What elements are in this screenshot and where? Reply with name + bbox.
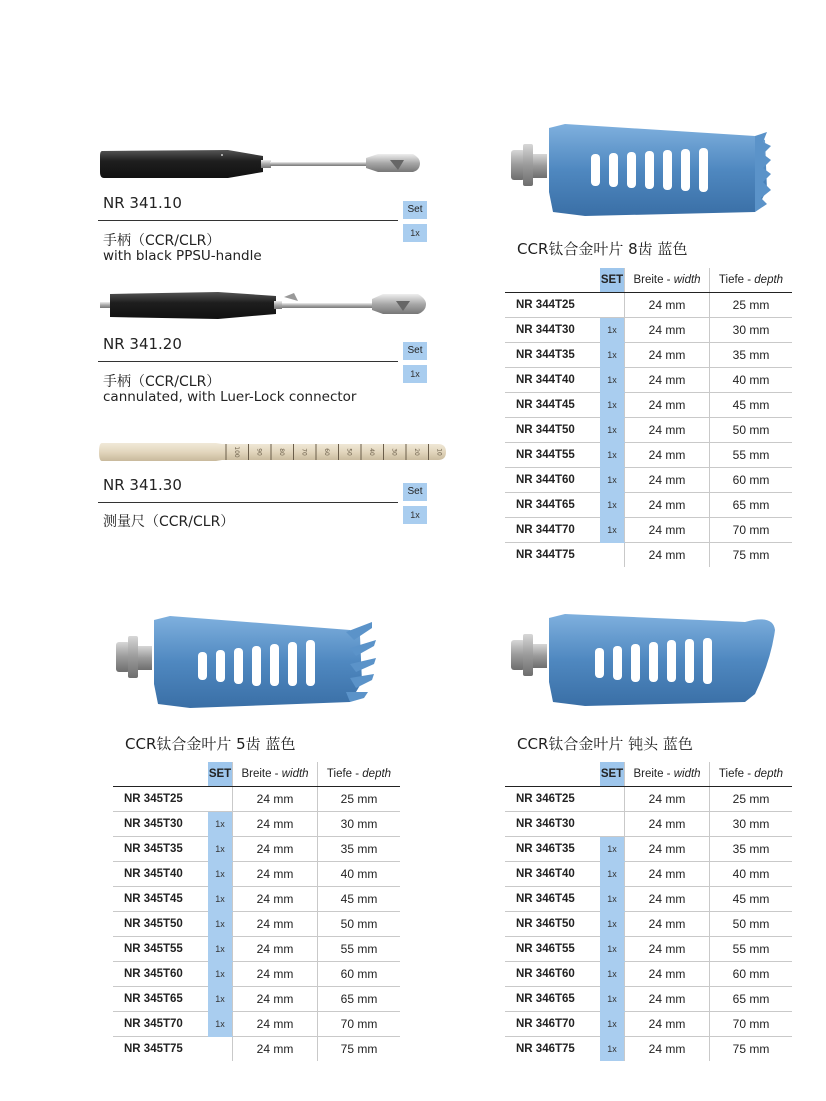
row-width: 24 mm	[233, 1037, 318, 1062]
row-set-quantity	[208, 1037, 233, 1062]
measuring-gauge-image	[98, 436, 448, 470]
row-code: NR 345T55	[113, 937, 208, 962]
table-title: CCR钛合金叶片 钝头 蓝色	[517, 735, 693, 753]
row-set-quantity: 1x	[600, 912, 625, 937]
row-width: 24 mm	[233, 812, 318, 837]
table-row	[505, 887, 792, 912]
row-code: NR 344T35	[505, 343, 600, 368]
row-width: 24 mm	[625, 293, 710, 318]
row-set-quantity: 1x	[600, 443, 625, 468]
row-width: 24 mm	[233, 962, 318, 987]
divider	[98, 502, 398, 503]
table-row	[113, 837, 400, 862]
product-code: NR 341.30	[103, 476, 182, 494]
row-set-quantity: 1x	[600, 518, 625, 543]
header-width-de: Breite -	[241, 768, 282, 780]
row-set-quantity: 1x	[208, 887, 233, 912]
product-name-cn: 手柄（CCR/CLR）	[103, 374, 221, 390]
cannulated-handle-image	[98, 281, 428, 331]
row-depth: 30 mm	[710, 812, 793, 837]
row-code: NR 346T40	[505, 862, 600, 887]
table-row	[505, 518, 792, 543]
row-width: 24 mm	[625, 837, 710, 862]
row-depth: 60 mm	[318, 962, 401, 987]
row-code: NR 345T75	[124, 1043, 183, 1055]
set-quantity: 1x	[403, 365, 427, 383]
row-width: 24 mm	[233, 787, 318, 812]
row-width: 24 mm	[625, 937, 710, 962]
table-row	[505, 787, 792, 812]
row-width: 24 mm	[625, 418, 710, 443]
row-code: NR 344T55	[505, 443, 600, 468]
row-set-quantity: 1x	[208, 937, 233, 962]
header-code	[113, 762, 208, 787]
row-width: 24 mm	[625, 862, 710, 887]
row-set-quantity	[208, 787, 233, 812]
table-row	[113, 1037, 400, 1062]
row-depth: 45 mm	[318, 887, 401, 912]
row-code: NR 346T25	[505, 787, 600, 812]
row-set-quantity	[600, 787, 625, 812]
blade-8-teeth-image	[505, 120, 775, 220]
table-row	[505, 837, 792, 862]
row-depth: 65 mm	[710, 987, 793, 1012]
row-code: NR 344T45	[505, 393, 600, 418]
row-depth: 55 mm	[710, 443, 793, 468]
row-depth: 25 mm	[318, 787, 401, 812]
row-set-quantity	[600, 812, 625, 837]
table-row	[505, 293, 792, 318]
row-code: NR 345T60	[113, 962, 208, 987]
row-set-quantity: 1x	[600, 962, 625, 987]
row-depth: 40 mm	[710, 368, 793, 393]
row-code: NR 345T35	[113, 837, 208, 862]
row-code: NR 346T65	[505, 987, 600, 1012]
header-code	[505, 268, 600, 293]
table-row	[505, 937, 792, 962]
table-header-row	[113, 762, 400, 787]
row-width: 24 mm	[625, 543, 710, 568]
set-label: Set	[403, 342, 427, 360]
table-row	[113, 862, 400, 887]
header-code	[505, 762, 600, 787]
row-depth: 40 mm	[318, 862, 401, 887]
row-code: NR 344T50	[505, 418, 600, 443]
row-width: 24 mm	[625, 343, 710, 368]
row-width: 24 mm	[625, 962, 710, 987]
row-depth: 60 mm	[710, 468, 793, 493]
set-label: Set	[403, 201, 427, 219]
row-width: 24 mm	[233, 1012, 318, 1037]
product-name-cn: 手柄（CCR/CLR）	[103, 233, 221, 249]
table-row	[505, 543, 792, 568]
row-set-quantity: 1x	[208, 962, 233, 987]
header-width	[625, 762, 710, 787]
table-title: CCR钛合金叶片 5齿 蓝色	[125, 735, 296, 753]
table-row	[505, 493, 792, 518]
ruler-mark-label: 90	[255, 448, 263, 456]
header-width	[625, 268, 710, 293]
table-row	[505, 343, 792, 368]
header-width-en: width	[673, 768, 701, 780]
row-set-quantity: 1x	[600, 493, 625, 518]
row-width: 24 mm	[625, 787, 710, 812]
row-code: NR 346T70	[505, 1012, 600, 1037]
table-row	[505, 862, 792, 887]
row-code: NR 344T60	[505, 468, 600, 493]
row-depth: 50 mm	[318, 912, 401, 937]
row-code: NR 346T60	[505, 962, 600, 987]
row-code: NR 346T50	[505, 912, 600, 937]
table-header-row	[505, 268, 792, 293]
row-depth: 75 mm	[732, 548, 770, 562]
row-code: NR 346T45	[505, 887, 600, 912]
product-table-344	[505, 268, 792, 567]
row-width: 24 mm	[233, 862, 318, 887]
header-depth-en: depth	[362, 768, 392, 780]
table-row	[505, 1012, 792, 1037]
row-width: 24 mm	[625, 468, 710, 493]
ruler-mark-label: 80	[278, 448, 285, 456]
header-width-de: Breite -	[633, 274, 674, 286]
row-set-quantity: 1x	[600, 937, 625, 962]
row-code: NR 344T70	[505, 518, 600, 543]
table-title: CCR钛合金叶片 8齿 蓝色	[517, 240, 688, 258]
table-row	[113, 987, 400, 1012]
row-width: 24 mm	[233, 887, 318, 912]
row-width: 24 mm	[625, 518, 710, 543]
row-set-quantity: 1x	[600, 343, 625, 368]
row-depth: 50 mm	[710, 418, 793, 443]
table-row	[113, 1012, 400, 1037]
ruler-mark-label: 40	[368, 448, 375, 456]
row-set-quantity: 1x	[600, 837, 625, 862]
row-width: 24 mm	[625, 1037, 710, 1062]
table-row	[113, 887, 400, 912]
table-row	[505, 468, 792, 493]
row-depth: 70 mm	[318, 1012, 401, 1037]
row-depth: 45 mm	[710, 887, 793, 912]
header-set: SET	[600, 762, 625, 787]
row-width: 24 mm	[625, 812, 710, 837]
row-depth: 35 mm	[318, 837, 401, 862]
header-depth-en: depth	[754, 274, 784, 286]
row-set-quantity: 1x	[208, 1012, 233, 1037]
table-row	[505, 393, 792, 418]
row-width: 24 mm	[233, 987, 318, 1012]
row-set-quantity: 1x	[208, 812, 233, 837]
ruler-mark-label: 50	[345, 448, 353, 456]
row-width: 24 mm	[233, 837, 318, 862]
product-table-345	[113, 762, 400, 1061]
row-set-quantity	[600, 543, 625, 568]
ruler-mark-label: 70	[300, 448, 308, 456]
row-set-quantity: 1x	[208, 837, 233, 862]
table-row	[505, 1037, 792, 1062]
row-code: NR 344T65	[505, 493, 600, 518]
header-width-de: Breite -	[633, 768, 674, 780]
row-code: NR 345T25	[113, 787, 208, 812]
header-depth-de: Tiefe -	[326, 768, 363, 780]
row-code: NR 344T40	[505, 368, 600, 393]
row-set-quantity: 1x	[600, 1012, 625, 1037]
row-code: NR 345T30	[113, 812, 208, 837]
table-row	[113, 962, 400, 987]
row-width: 24 mm	[625, 393, 710, 418]
row-code: NR 345T40	[113, 862, 208, 887]
table-row	[113, 937, 400, 962]
row-code: NR 344T25	[505, 293, 600, 318]
instrument-341-10	[98, 140, 428, 264]
set-quantity: 1x	[403, 224, 427, 242]
table-row	[113, 787, 400, 812]
row-depth: 30 mm	[710, 318, 793, 343]
product-name-cn: 测量尺（CCR/CLR）	[103, 514, 235, 530]
row-width: 24 mm	[625, 368, 710, 393]
row-depth: 75 mm	[340, 1042, 378, 1056]
header-depth-de: Tiefe -	[718, 274, 755, 286]
row-depth: 25 mm	[710, 293, 793, 318]
table-row	[113, 812, 400, 837]
set-quantity: 1x	[403, 506, 427, 524]
header-set: SET	[600, 268, 625, 293]
row-width: 24 mm	[625, 987, 710, 1012]
header-depth-en: depth	[754, 768, 784, 780]
handle-image	[98, 140, 428, 190]
row-depth: 65 mm	[710, 493, 793, 518]
row-set-quantity: 1x	[600, 393, 625, 418]
row-code: NR 344T75	[516, 549, 575, 561]
row-set-quantity: 1x	[600, 887, 625, 912]
row-set-quantity: 1x	[600, 368, 625, 393]
divider	[98, 361, 398, 362]
ruler-mark-label: 30	[390, 448, 398, 456]
table-header-row	[505, 762, 792, 787]
row-set-quantity: 1x	[600, 468, 625, 493]
row-depth: 30 mm	[318, 812, 401, 837]
row-set-quantity: 1x	[600, 318, 625, 343]
table-row	[505, 987, 792, 1012]
product-code: NR 341.10	[103, 194, 182, 212]
row-width: 24 mm	[625, 443, 710, 468]
table-row	[505, 418, 792, 443]
product-name-en: with black PPSU-handle	[103, 248, 262, 264]
row-depth: 35 mm	[710, 837, 793, 862]
row-depth: 25 mm	[710, 787, 793, 812]
row-width: 24 mm	[625, 1012, 710, 1037]
row-depth: 60 mm	[710, 962, 793, 987]
row-depth: 45 mm	[710, 393, 793, 418]
blade-5-teeth-image	[110, 612, 380, 712]
row-code: NR 346T55	[505, 937, 600, 962]
row-depth: 70 mm	[710, 518, 793, 543]
product-code: NR 341.20	[103, 335, 182, 353]
row-code: NR 346T35	[505, 837, 600, 862]
table-row	[505, 368, 792, 393]
row-depth: 35 mm	[710, 343, 793, 368]
header-width-en: width	[281, 768, 309, 780]
row-depth: 55 mm	[318, 937, 401, 962]
instrument-341-30	[98, 436, 443, 536]
header-width-en: width	[673, 274, 701, 286]
ruler-mark-label: 60	[323, 448, 330, 456]
row-width: 24 mm	[233, 937, 318, 962]
row-width: 24 mm	[233, 912, 318, 937]
row-depth: 55 mm	[710, 937, 793, 962]
header-set: SET	[208, 762, 233, 787]
row-set-quantity: 1x	[208, 912, 233, 937]
row-code: NR 345T70	[113, 1012, 208, 1037]
blade-blunt-image	[505, 610, 785, 710]
row-width: 24 mm	[625, 493, 710, 518]
row-set-quantity: 1x	[208, 862, 233, 887]
row-code: NR 346T75	[516, 1043, 575, 1055]
row-set-quantity: 1x	[600, 1037, 625, 1062]
row-depth: 50 mm	[710, 912, 793, 937]
ruler-mark-label: 100	[233, 446, 240, 458]
row-set-quantity: 1x	[600, 862, 625, 887]
table-row	[113, 912, 400, 937]
header-depth	[710, 762, 793, 787]
row-width: 24 mm	[625, 912, 710, 937]
header-depth-de: Tiefe -	[718, 768, 755, 780]
row-code: NR 345T65	[113, 987, 208, 1012]
table-row	[505, 443, 792, 468]
header-depth	[710, 268, 793, 293]
row-set-quantity: 1x	[208, 987, 233, 1012]
table-row	[505, 318, 792, 343]
product-table-346	[505, 762, 792, 1061]
divider	[98, 220, 398, 221]
row-set-quantity: 1x	[600, 987, 625, 1012]
row-code: NR 345T50	[113, 912, 208, 937]
set-label: Set	[403, 483, 427, 501]
header-width	[233, 762, 318, 787]
row-depth: 70 mm	[710, 1012, 793, 1037]
table-row	[505, 912, 792, 937]
row-code: NR 345T45	[113, 887, 208, 912]
ruler-mark-label: 20	[413, 448, 420, 456]
table-row	[505, 812, 792, 837]
table-row	[505, 962, 792, 987]
row-code: NR 344T30	[505, 318, 600, 343]
row-width: 24 mm	[625, 318, 710, 343]
instrument-341-20	[98, 281, 428, 406]
header-depth	[318, 762, 401, 787]
row-depth: 75 mm	[732, 1042, 770, 1056]
row-set-quantity	[600, 293, 625, 318]
row-code: NR 346T30	[505, 812, 600, 837]
row-depth: 40 mm	[710, 862, 793, 887]
ruler-mark-label: 10	[435, 448, 443, 456]
row-depth: 65 mm	[318, 987, 401, 1012]
product-name-en: cannulated, with Luer-Lock connector	[103, 389, 357, 405]
row-set-quantity: 1x	[600, 418, 625, 443]
row-width: 24 mm	[625, 887, 710, 912]
